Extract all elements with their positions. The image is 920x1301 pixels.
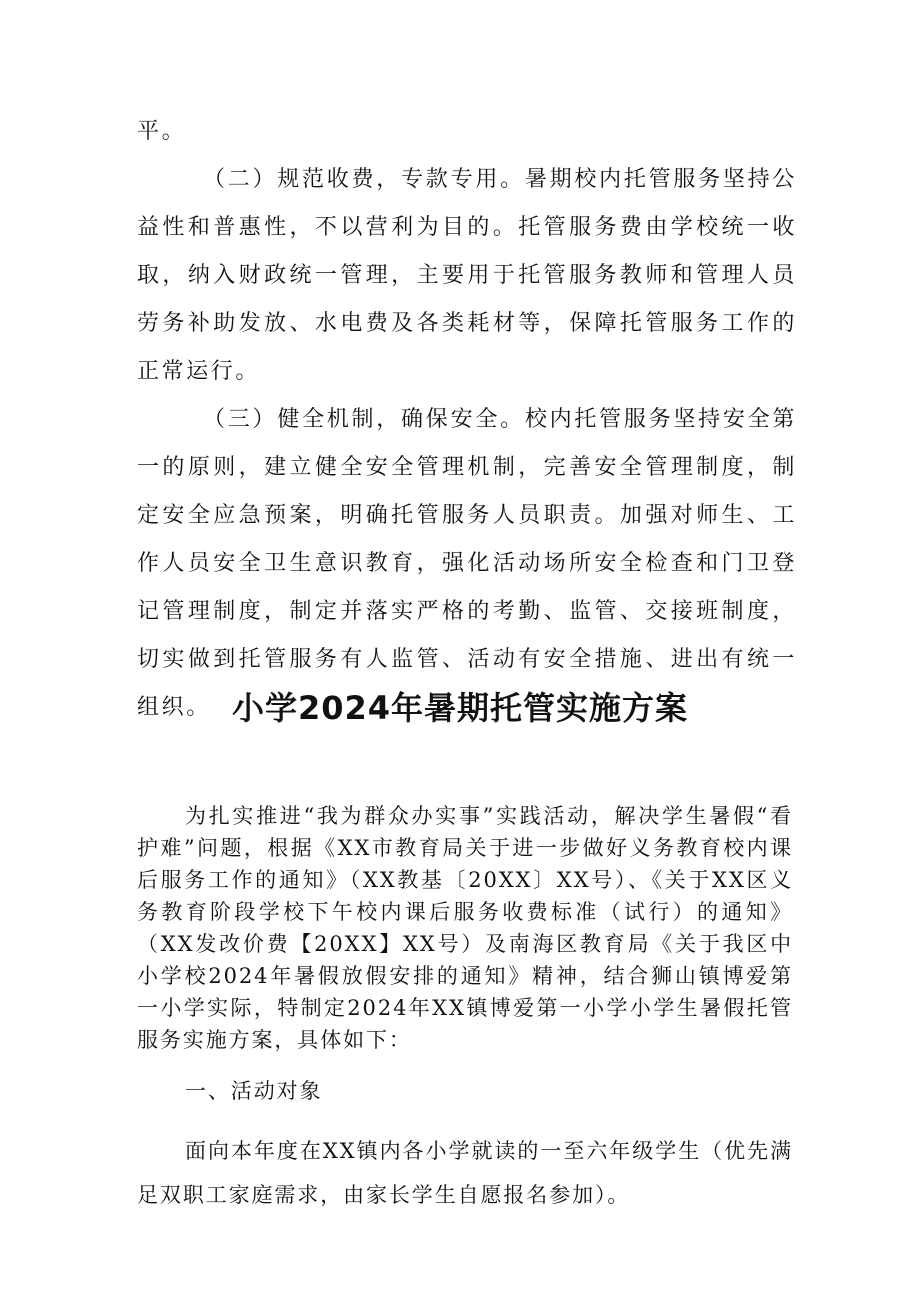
section-previous-content bbox=[137, 108, 797, 732]
document-title: 小学2024年暑期托管实施方案 bbox=[231, 689, 689, 727]
paragraph-safety-mechanism: （三）健全机制，确保安全。校内托管服务坚持安全第一的原则，建立健全安全管理机制，完善安全管理制度，制定安全应急预案，明确托管服务人员职责。加强对师生、工作人员安全卫生意识教育，强化活动场所安全检查和门卫登记管理制度，制定并落实严格的考勤、监管、交接班制度，切实做到托管服务有人监管、活动有安全措施、进出有统一组织。 bbox=[137, 407, 797, 720]
paragraph-intro: 为扎实推进“我为群众办实事”实践活动，解决学生暑假“看护难”问题，根据《XX市教育局关于进一步做好义务教育校内课后服务工作的通知》（XX教基〔20XX〕XX号）、《关于XX区义务教育阶段学校下午校内课后服务收费标准（试行）的通知》（XX发改价费【20XX】XX号）及南海区教育局《关于我区中小学校2024年暑假放假安排的通知》精神，结合狮山镇博爱第一小学实际，特制定2024年XX镇博爱第一小学小学生暑假托管服务实施方案，具体如下： bbox=[137, 804, 793, 1052]
paragraph-standardize-fees: （二）规范收费，专款专用。暑期校内托管服务坚持公益性和普惠性，不以营利为目的。托管服务费由学校统一收取，纳入财政统一管理，主要用于托管服务教师和管理人员劳务补助发放、水电费及各类耗材等，保障托管服务工作的正常运行。 bbox=[137, 167, 797, 384]
paragraph-continuation: 平。 bbox=[137, 119, 187, 144]
heading-activity-target: 一、活动对象 bbox=[185, 1079, 323, 1103]
paragraph-target-students: 面向本年度在XX镇内各小学就读的一至六年级学生（优先满足双职工家庭需求，由家长学生自愿报名参加）。 bbox=[137, 1139, 793, 1207]
section-plan-body bbox=[137, 800, 793, 1217]
